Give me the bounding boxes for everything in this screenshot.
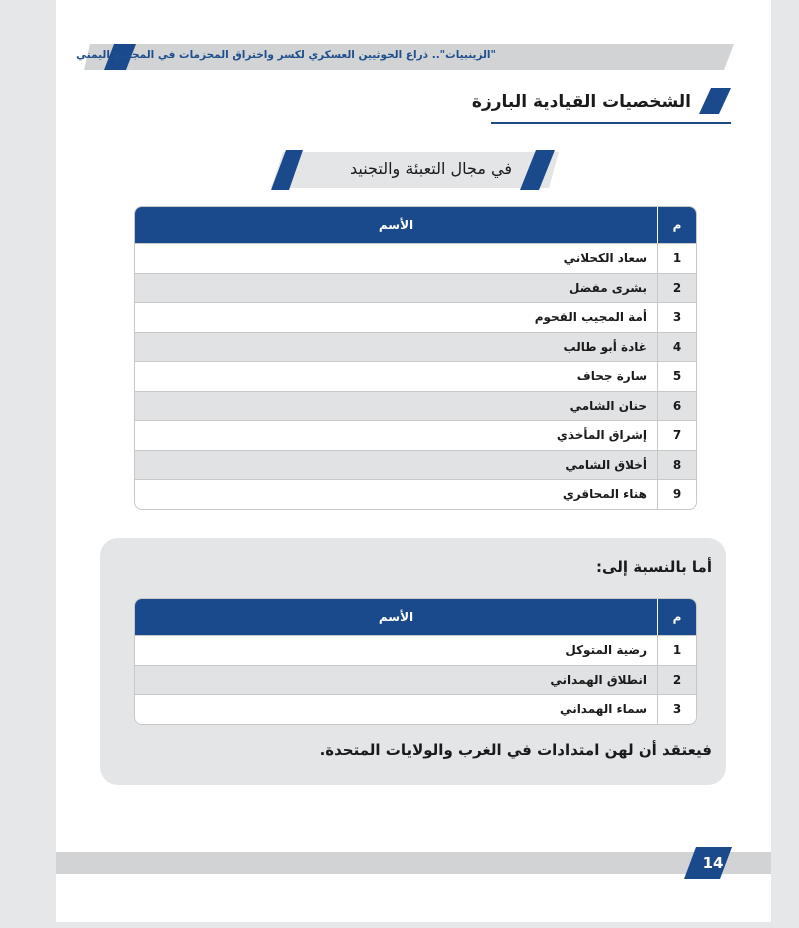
table-row [135,332,696,362]
row-number: 8 [657,450,696,480]
row-name: انطلاق الهمداني [135,665,657,695]
table-row [135,635,696,665]
table-row [135,243,696,273]
leaders-table [134,206,697,510]
info-box-title: أما بالنسبة إلى: [596,558,712,576]
row-name: إشراق المأخذي [135,420,657,450]
row-number: 9 [657,479,696,509]
subsection-title: في مجال التعبئة والتجنيد [350,159,512,178]
table-row [135,450,696,480]
row-number: 4 [657,332,696,362]
row-name: غادة أبو طالب [135,332,657,362]
row-number: 2 [657,665,696,695]
row-number: 3 [657,302,696,332]
table-row [135,479,696,509]
section-heading [471,80,731,126]
document-page [56,0,771,922]
column-name-header: الأسم [135,599,657,635]
table-row [135,665,696,695]
row-number: 7 [657,420,696,450]
row-number: 6 [657,391,696,421]
row-number: 2 [657,273,696,303]
table-row [135,420,696,450]
subsection-heading [261,150,566,190]
row-name: سارة جحاف [135,361,657,391]
column-number-header: م [657,599,696,635]
column-name-header: الأسم [135,207,657,243]
row-name: بشرى مفضل [135,273,657,303]
table-row [135,391,696,421]
row-number: 5 [657,361,696,391]
row-name: هناء المحاقري [135,479,657,509]
row-number: 1 [657,635,696,665]
table-row [135,302,696,332]
row-name: حنان الشامي [135,391,657,421]
running-header [76,44,734,70]
row-name: أمة المجيب القحوم [135,302,657,332]
row-name: رضية المتوكل [135,635,657,665]
section-heading-marker [697,84,731,118]
page-number-badge [684,847,740,879]
footer-band [56,852,771,874]
table-row [135,273,696,303]
row-name: سعاد الكحلاني [135,243,657,273]
column-number-header: م [657,207,696,243]
row-number: 1 [657,243,696,273]
info-box [100,538,726,785]
table-row [135,694,696,724]
row-name: أخلاق الشامي [135,450,657,480]
row-name: سماء الهمداني [135,694,657,724]
table-row [135,361,696,391]
running-header-title: "الزينبيات".. ذراع الحوثيين العسكري لكسر واختراق المحزمات في المجتمع اليمني [76,49,496,61]
section-title-underline [491,122,731,124]
info-box-note: فيعتقد أن لهن امتدادات في الغرب والولايات المتحدة. [319,741,712,759]
row-number: 3 [657,694,696,724]
page-number: 14 [702,854,724,872]
table-header-row [135,599,696,635]
extensions-table [134,598,697,725]
table-header-row [135,207,696,243]
section-title: الشخصيات القيادية البارزة [471,92,691,112]
